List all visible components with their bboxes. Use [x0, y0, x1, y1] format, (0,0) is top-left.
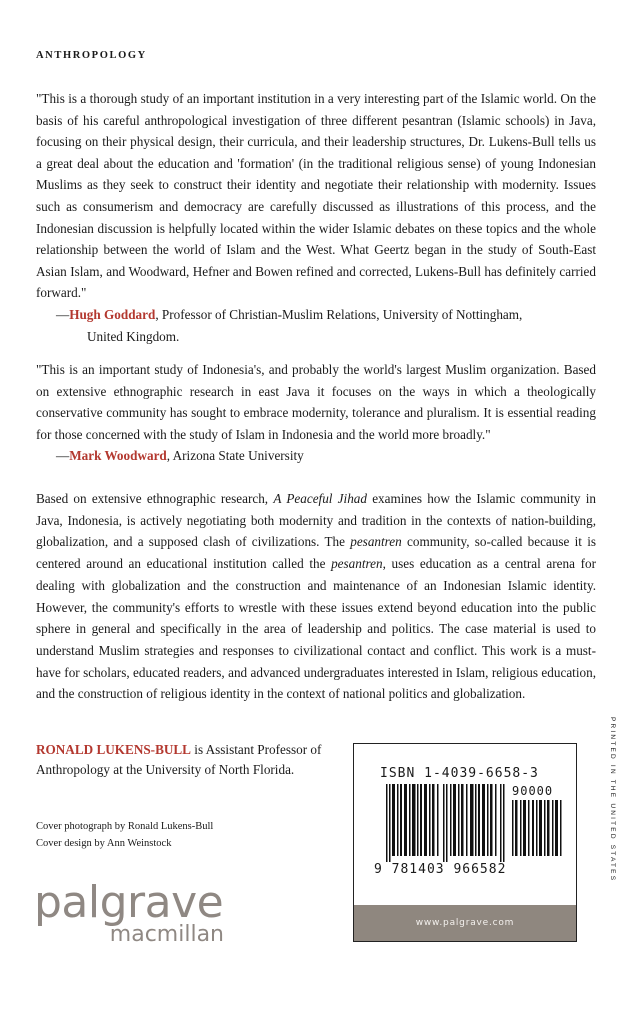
price-barcode-icon [512, 800, 562, 856]
quote-1-text: "This is a thorough study of an important institution in a very interesting part of the Islamic world. On the basis of his careful anthropological investigation of three different pesantran (Islamic schools) in Java, focusing on their physical design, their curricula, and their leadership structures, Dr. Lukens-Bull tells us a great deal about the education and 'formation' (in the traditional religious sense) of young Indonesian Muslims as they seek to construct their identity and negotiate their relationship with modernity. Issues such as consumerism and democracy are carefully discussed as illustrations of this process, and the Indonesian discussion is helpfully located within the wider Islamic debates on these topics and the whole relationship between the world of Islam and the West. What Geertz began in the study of South-East Asian Islam, and Woodward, Hefner and Bowen refined and corrected, Lukens-Bull has definitely carried forward." [36, 91, 596, 301]
design-credit: Cover design by Ann Weinstock [36, 838, 172, 849]
review-quote-2 [36, 359, 596, 467]
quote-1-affiliation: , Professor of Christian-Muslim Relations, University of Nottingham, [155, 306, 523, 322]
quote-1-attribution [56, 304, 596, 347]
quote-2-dash: — [56, 448, 70, 464]
description-text-2: examines how the Islamic community in Java, Indonesia, is actively negotiating both modernity and tradition in the contexts of nation-building, globalization, and a supposed clash of civilizations. The [36, 491, 596, 550]
ean-barcode-icon [386, 784, 506, 862]
book-title: A Peaceful Jihad [273, 491, 367, 506]
barcode-block [353, 743, 577, 942]
quote-2-affiliation: , Arizona State University [166, 448, 304, 464]
quote-2-attribution [56, 445, 596, 467]
description-text-1: Based on extensive ethnographic research, [36, 491, 274, 506]
description-text-3: community, so-called because it is centered around an educational institution called the [36, 534, 596, 572]
description-text-4: , uses education as a central arena for dealing with globalization and the construction and maintenance of an Indonesian Islamic identity. However, the community's efforts to wrestle with these issues extend beyond education into the public sphere in general and specifically in the area of leadership and politics. The case material is used to understand Muslim strategies and responses to civilizational contact and conflict. This work is a must-have for scholars, educated readers, and advanced undergraduates interested in Islam, religious education, and the construction of religious identity in the context of national politics and globalization. [36, 556, 596, 702]
author-name: RONALD LUKENS-BULL [36, 742, 191, 757]
review-quote-1 [36, 88, 596, 347]
quote-2-text: "This is an important study of Indonesia's, and probably the world's largest Muslim organization. Based on extensive ethnographic research in east Java it focuses on the ways in which a theologically conservative community has sought to embrace modernity, tolerance and pluralism. It is essential reading for those concerned with the study of Islam in Indonesia and the world more broadly." [36, 362, 596, 442]
publisher-logo-main: palgrave [34, 877, 224, 928]
publisher-logo [34, 877, 244, 947]
photo-credit: Cover photograph by Ronald Lukens-Bull [36, 821, 214, 832]
book-description [36, 488, 596, 705]
publisher-logo-sub: macmillan [109, 922, 224, 947]
term-pesantren-2: pesantren [331, 556, 383, 572]
quote-2-reviewer: Mark Woodward [69, 448, 167, 464]
author-bio [36, 740, 346, 780]
ean-number: 9 781403 966582 [374, 862, 507, 877]
publisher-url: www.palgrave.com [354, 905, 576, 941]
author-bio-text: is Assistant Professor of Anthropology at the University of North Florida. [36, 742, 322, 777]
quote-1-affiliation-line-2: United Kingdom. [87, 328, 180, 344]
printed-in-label: PRINTED IN THE UNITED STATES [609, 717, 616, 883]
isbn-number: ISBN 1-4039-6658-3 [380, 766, 539, 781]
cover-credits [36, 818, 213, 852]
quote-1-dash: — [56, 306, 70, 322]
term-pesantren-1: pesantren [350, 534, 402, 550]
price-code: 90000 [512, 784, 554, 798]
quote-1-reviewer: Hugh Goddard [69, 306, 156, 322]
category-label: ANTHROPOLOGY [36, 50, 147, 61]
